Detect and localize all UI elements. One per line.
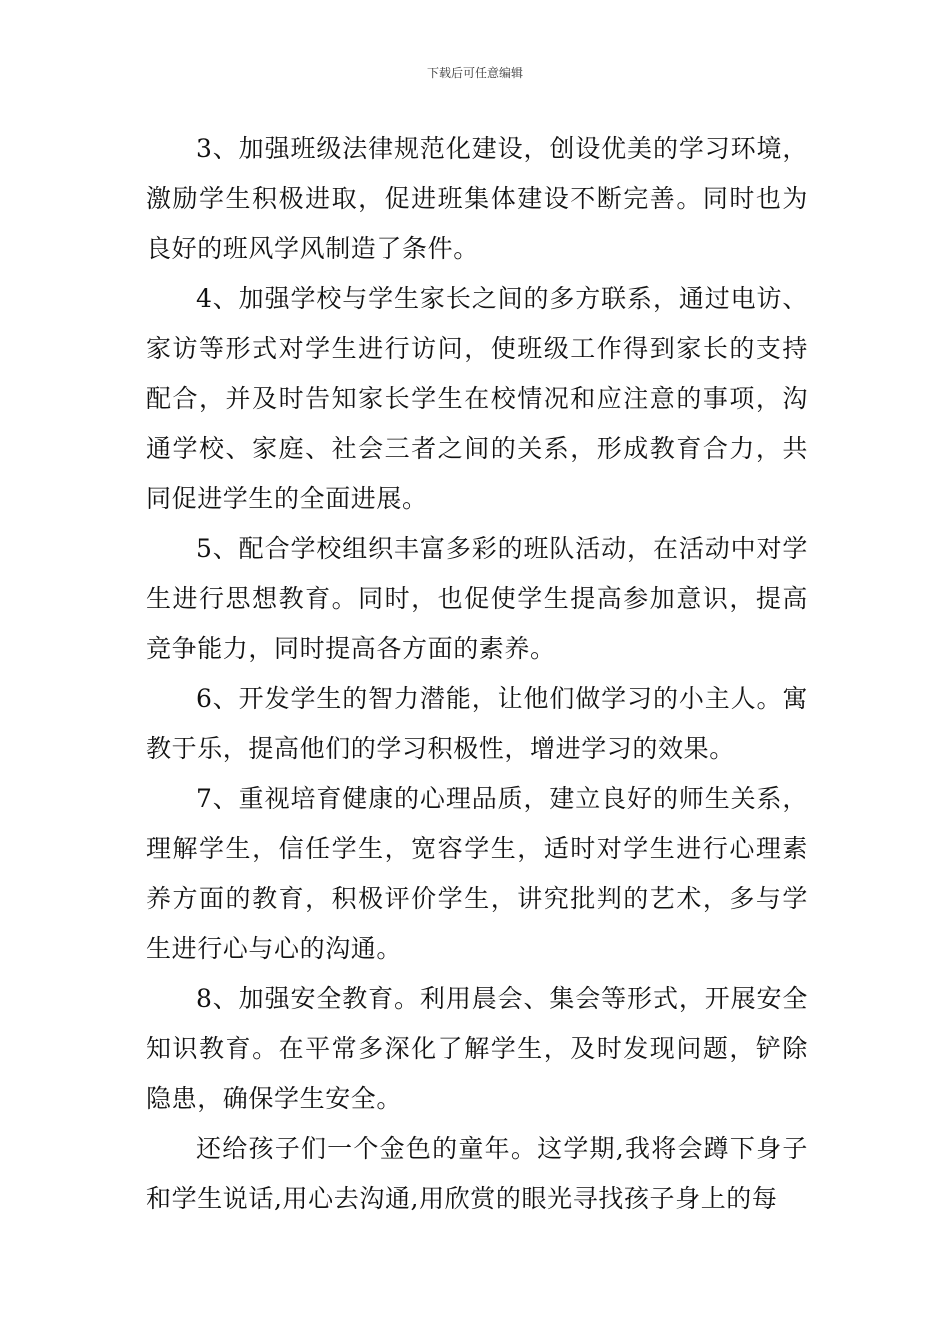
document-body	[146, 124, 808, 1224]
paragraph-item-5: 5、配合学校组织丰富多彩的班队活动，在活动中对学生进行思想教育。同时，也促使学生提高参加意识，提高竞争能力，同时提高各方面的素养。	[146, 534, 808, 663]
paragraph-item-7: 7、重视培育健康的心理品质，建立良好的师生关系，理解学生，信任学生，宽容学生，适时对学生进行心理素养方面的教育，积极评价学生，讲究批判的艺术，多与学生进行心与心的沟通。	[146, 784, 808, 963]
paragraph-item-4: 4、加强学校与学生家长之间的多方联系，通过电访、家访等形式对学生进行访问，使班级工作得到家长的支持配合，并及时告知家长学生在校情况和应注意的事项，沟通学校、家庭、社会三者之间的关系，形成教育合力，共同促进学生的全面进展。	[146, 284, 808, 513]
page-header-note: 下载后可任意编辑	[426, 66, 523, 80]
paragraph-item-6: 6、开发学生的智力潜能，让他们做学习的小主人。寓教于乐，提高他们的学习积极性，增进学习的效果。	[146, 684, 808, 763]
paragraph-item-8: 8、加强安全教育。利用晨会、集会等形式，开展安全知识教育。在平常多深化了解学生，及时发现问题，铲除隐患，确保学生安全。	[146, 984, 808, 1113]
paragraph-item-3: 3、加强班级法律规范化建设，创设优美的学习环境，激励学生积极进取，促进班集体建设不断完善。同时也为良好的班风学风制造了条件。	[146, 134, 808, 263]
paragraph-closing: 还给孩子们一个金色的童年。这学期,我将会蹲下身子和学生说话,用心去沟通,用欣赏的眼光寻找孩子身上的每	[146, 1134, 808, 1213]
